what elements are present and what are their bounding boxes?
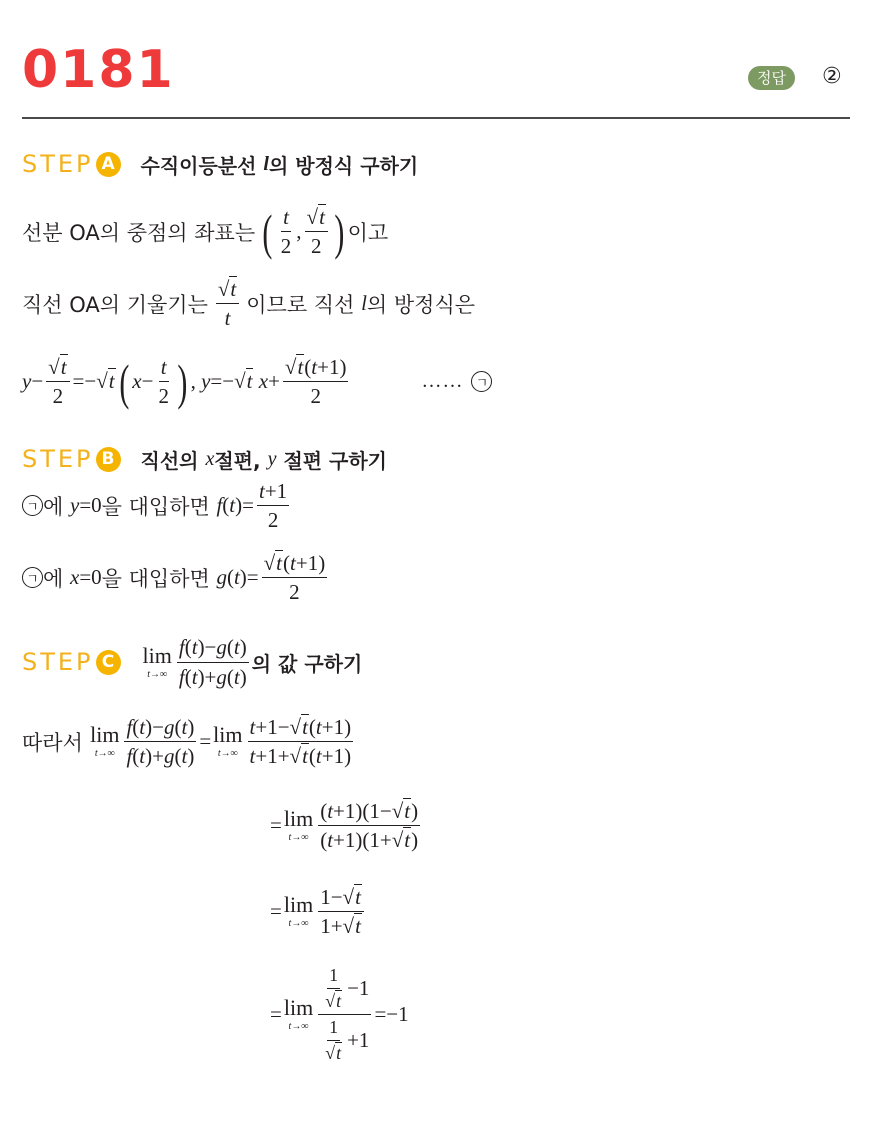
step-c-heading [22,635,363,689]
limit-step-4: = lim t→∞ $\frac{1}{√t}$ −1 $\frac{1}{√t}$ +1 = −1 [270,965,409,1063]
step-title: lim t→∞ $\frac{f(t)-g(t)}{f(t)+g(t)}$ 의 값 구하기 [142,635,363,689]
step-letter-badge: A [96,152,121,177]
step-letter-badge: C [96,650,121,675]
x-intercept-line: ㄱ 에 y=0 을 대입하면 f(t)= $\frac{t+1}{2}$ [22,480,292,531]
step-title: 수직이등분선 l 의 방정식 구하기 [140,152,419,178]
limit-step-1: 따라서 lim t→∞ $\frac{f(t)-g(t)}{f(t)+g(t)}$ = lim t→∞ $\frac{t+1-√t(t+1)}{t+1+√t(t+1)}$ [22,715,352,769]
line-equation: y − $\frac{√t}{2}$ =− √t ( x − $\frac{t}{2}$ ) , y =− √t x + $\frac{√t(t+1)}{2}$ …… ㄱ [22,356,492,407]
slope-line: 직선 OA의 기울기는 $\frac{√t}{t}$ 이므로 직선 l 의 방정식은 [22,277,476,331]
answer-badge: 정답 [748,66,795,90]
y-intercept-line: ㄱ 에 x=0 을 대입하면 g(t)= $\frac{√t(t+1)}{2}$ [22,552,330,603]
reference-dots: …… [421,370,464,393]
step-title: 직선의 x 절편, y 절편 구하기 [140,447,388,473]
problem-number: 0181 [22,40,175,100]
answer-value: ② [822,64,842,89]
midpoint-y: $\frac{√t}{2}$ [305,206,328,257]
step-label: STEP [22,150,94,178]
step-b-heading [22,443,387,475]
reference-mark: ㄱ [471,371,492,392]
step-a-heading [22,148,418,180]
midpoint-x: $\frac{t}{2}$ [280,205,292,259]
slope-fraction: $\frac{√t}{t}$ [216,278,239,329]
limit-step-2: = lim t→∞ $\frac{(t+1)(1-√t)}{(t+1)(1+√t)}$ [270,799,419,853]
final-result: −1 [386,1001,409,1026]
step-letter-badge: B [96,447,121,472]
step-label: STEP [22,648,94,676]
limit-step-3: = lim t→∞ $\frac{1-√t}{1+√t}$ [270,886,367,937]
midpoint-line: 선분 OA의 중점의 좌표는 ( $\frac{t}{2}$ , $\frac{√t}{2}$ ) 이고 [22,203,389,260]
step-label: STEP [22,445,94,473]
header-divider [22,117,850,119]
